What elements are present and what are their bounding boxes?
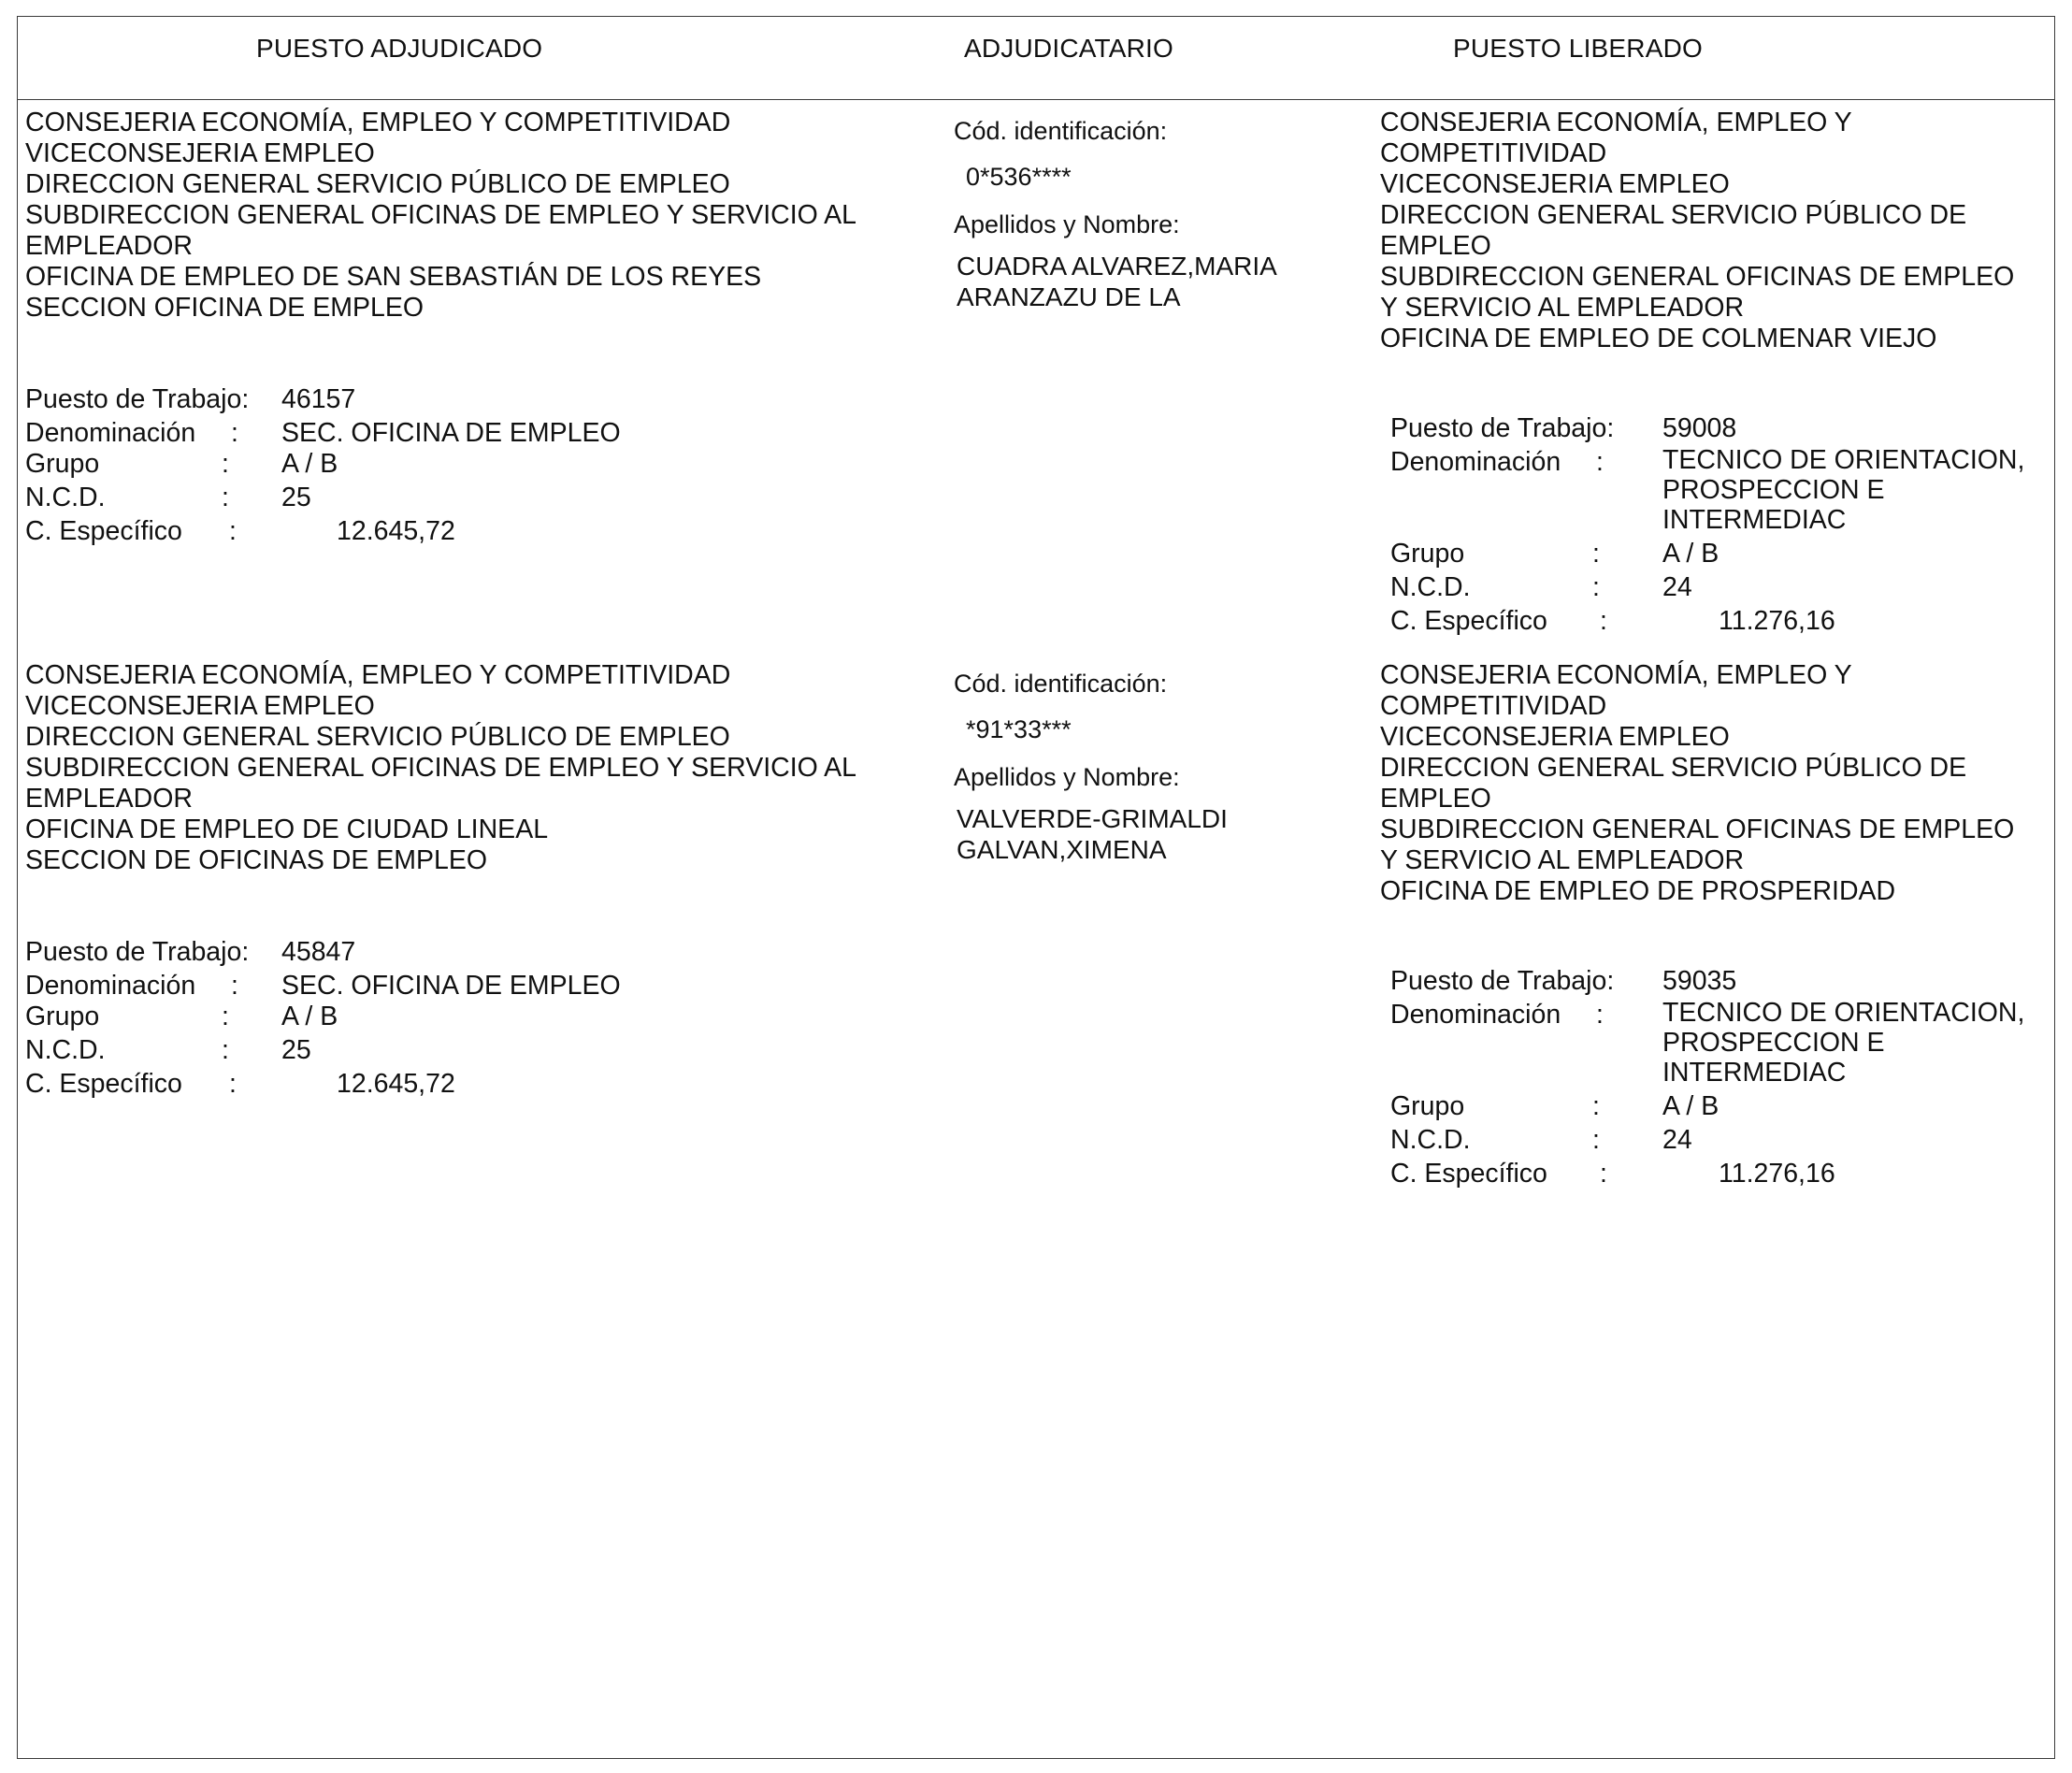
value-puesto-trabajo: 45847 [281,937,356,967]
value-cod-identificacion: 0*536**** [966,163,1072,191]
value-puesto-trabajo: 59008 [1662,413,1737,443]
org-line: Y SERVICIO AL EMPLEADOR [1380,845,1745,875]
value-ncd: 24 [1662,572,1692,602]
org-line: SECCION OFICINA DE EMPLEO [25,293,424,323]
entry-2-liberado-details [1390,964,2045,1190]
colon: : [1600,1159,1607,1189]
label-ncd: N.C.D. [25,483,106,512]
org-line: EMPLEADOR [25,231,193,261]
value-denominacion [1662,998,2024,1088]
value-denominacion-line: PROSPECCION E [1662,475,1885,505]
colon: : [222,483,229,512]
label-ncd: N.C.D. [25,1035,106,1065]
value-nombre-line: GALVAN,XIMENA [957,835,1167,864]
header-adjudicatario: ADJUDICATARIO [964,34,1174,63]
label-puesto-trabajo: Puesto de Trabajo: [1390,966,1615,996]
org-line: COMPETITIVIDAD [1380,138,1607,168]
org-line: CONSEJERIA ECONOMÍA, EMPLEO Y [1380,108,1852,137]
value-grupo: A / B [281,449,338,479]
value-ncd: 25 [281,1035,311,1065]
label-apellidos-nombre: Apellidos y Nombre: [954,210,1180,238]
org-line: SUBDIRECCION GENERAL OFICINAS DE EMPLEO Y SERVICIO AL [25,200,857,230]
label-puesto-trabajo: Puesto de Trabajo: [25,937,250,967]
label-c-especifico: C. Específico [25,1069,182,1099]
value-denominacion: SEC. OFICINA DE EMPLEO [281,971,621,1001]
org-line: CONSEJERIA ECONOMÍA, EMPLEO Y [1380,660,1852,690]
org-line: OFICINA DE EMPLEO DE COLMENAR VIEJO [1380,324,1937,353]
org-line: VICECONSEJERIA EMPLEO [25,138,375,168]
value-grupo: A / B [281,1002,338,1031]
label-puesto-trabajo: Puesto de Trabajo: [1390,413,1615,443]
org-line: EMPLEO [1380,784,1491,814]
label-denominacion: Denominación [1390,1000,1561,1030]
entry-1-liberado-org [1380,108,2014,354]
label-c-especifico: C. Específico [1390,606,1547,636]
value-puesto-trabajo: 46157 [281,384,356,414]
org-line: VICECONSEJERIA EMPLEO [1380,722,1730,752]
org-line: SUBDIRECCION GENERAL OFICINAS DE EMPLEO [1380,814,2015,844]
label-grupo: Grupo [1390,1091,1465,1121]
label-puesto-trabajo: Puesto de Trabajo: [25,384,250,414]
colon: : [229,1069,237,1099]
value-c-especifico: 11.276,16 [1719,1159,1835,1189]
value-grupo: A / B [1662,539,1719,569]
org-line: VICECONSEJERIA EMPLEO [1380,169,1730,199]
value-denominacion-line: INTERMEDIAC [1662,505,1847,535]
value-denominacion: SEC. OFICINA DE EMPLEO [281,418,621,448]
org-line: Y SERVICIO AL EMPLEADOR [1380,293,1745,323]
entry-2-adjudicado-org [25,660,856,876]
label-grupo: Grupo [1390,539,1465,569]
colon: : [229,516,237,546]
value-denominacion-line: TECNICO DE ORIENTACION, [1662,998,2025,1028]
colon: : [1592,539,1600,569]
colon: : [1592,1125,1600,1155]
colon: : [1596,447,1604,477]
colon: : [1596,1000,1604,1030]
org-line: CONSEJERIA ECONOMÍA, EMPLEO Y COMPETITIVIDAD [25,108,731,137]
org-line: EMPLEO [1380,231,1491,261]
entry-1-adjudicado-details [25,382,680,548]
org-line: SECCION DE OFICINAS DE EMPLEO [25,845,488,875]
value-ncd: 24 [1662,1125,1692,1155]
header-puesto-liberado: PUESTO LIBERADO [1453,34,1704,63]
org-line: DIRECCION GENERAL SERVICIO PÚBLICO DE [1380,753,1967,783]
value-c-especifico: 12.645,72 [337,516,455,546]
label-denominacion: Denominación [25,971,196,1001]
org-line: DIRECCION GENERAL SERVICIO PÚBLICO DE [1380,200,1967,230]
colon: : [222,449,229,479]
colon: : [222,1035,229,1065]
value-denominacion [1662,445,2024,535]
entry-1-liberado-details [1390,411,2045,638]
label-c-especifico: C. Específico [25,516,182,546]
label-grupo: Grupo [25,1002,100,1031]
org-line: SUBDIRECCION GENERAL OFICINAS DE EMPLEO Y SERVICIO AL [25,753,857,783]
colon: : [1592,572,1600,602]
colon: : [231,971,238,1001]
header-divider [17,99,2055,100]
value-denominacion-line: PROSPECCION E [1662,1028,1885,1058]
colon: : [231,418,238,448]
label-c-especifico: C. Específico [1390,1159,1547,1189]
value-nombre-line: ARANZAZU DE LA [957,282,1181,311]
org-line: CONSEJERIA ECONOMÍA, EMPLEO Y COMPETITIVIDAD [25,660,731,690]
label-ncd: N.C.D. [1390,1125,1471,1155]
org-line: DIRECCION GENERAL SERVICIO PÚBLICO DE EMPLEO [25,169,730,199]
colon: : [1600,606,1607,636]
entry-2-adjudicatario [954,669,1228,865]
org-line: DIRECCION GENERAL SERVICIO PÚBLICO DE EMPLEO [25,722,730,752]
value-cod-identificacion: *91*33*** [966,715,1072,743]
value-denominacion-line: INTERMEDIAC [1662,1058,1847,1088]
org-line: SUBDIRECCION GENERAL OFICINAS DE EMPLEO [1380,262,2015,292]
value-nombre-line: CUADRA ALVAREZ,MARIA [957,252,1277,281]
entry-1-adjudicatario [954,116,1277,312]
label-apellidos-nombre: Apellidos y Nombre: [954,763,1180,791]
entry-2-liberado-org [1380,660,2014,907]
label-ncd: N.C.D. [1390,572,1471,602]
entry-1-adjudicado-org [25,108,856,324]
org-line: OFICINA DE EMPLEO DE CIUDAD LINEAL [25,814,549,844]
org-line: VICECONSEJERIA EMPLEO [25,691,375,721]
org-line: OFICINA DE EMPLEO DE PROSPERIDAD [1380,876,1896,906]
colon: : [222,1002,229,1031]
org-line: EMPLEADOR [25,784,193,814]
header-puesto-adjudicado: PUESTO ADJUDICADO [256,34,543,63]
label-grupo: Grupo [25,449,100,479]
value-ncd: 25 [281,483,311,512]
colon: : [1592,1091,1600,1121]
org-line: OFICINA DE EMPLEO DE SAN SEBASTIÁN DE LOS REYES [25,262,762,292]
label-denominacion: Denominación [25,418,196,448]
value-grupo: A / B [1662,1091,1719,1121]
value-c-especifico: 11.276,16 [1719,606,1835,636]
org-line: COMPETITIVIDAD [1380,691,1607,721]
entry-2-adjudicado-details [25,935,680,1101]
value-puesto-trabajo: 59035 [1662,966,1737,996]
value-nombre-line: VALVERDE-GRIMALDI [957,804,1228,833]
label-denominacion: Denominación [1390,447,1561,477]
label-cod-identificacion: Cód. identificación: [954,117,1168,145]
label-cod-identificacion: Cód. identificación: [954,670,1168,698]
value-c-especifico: 12.645,72 [337,1069,455,1099]
value-denominacion-line: TECNICO DE ORIENTACION, [1662,445,2025,475]
